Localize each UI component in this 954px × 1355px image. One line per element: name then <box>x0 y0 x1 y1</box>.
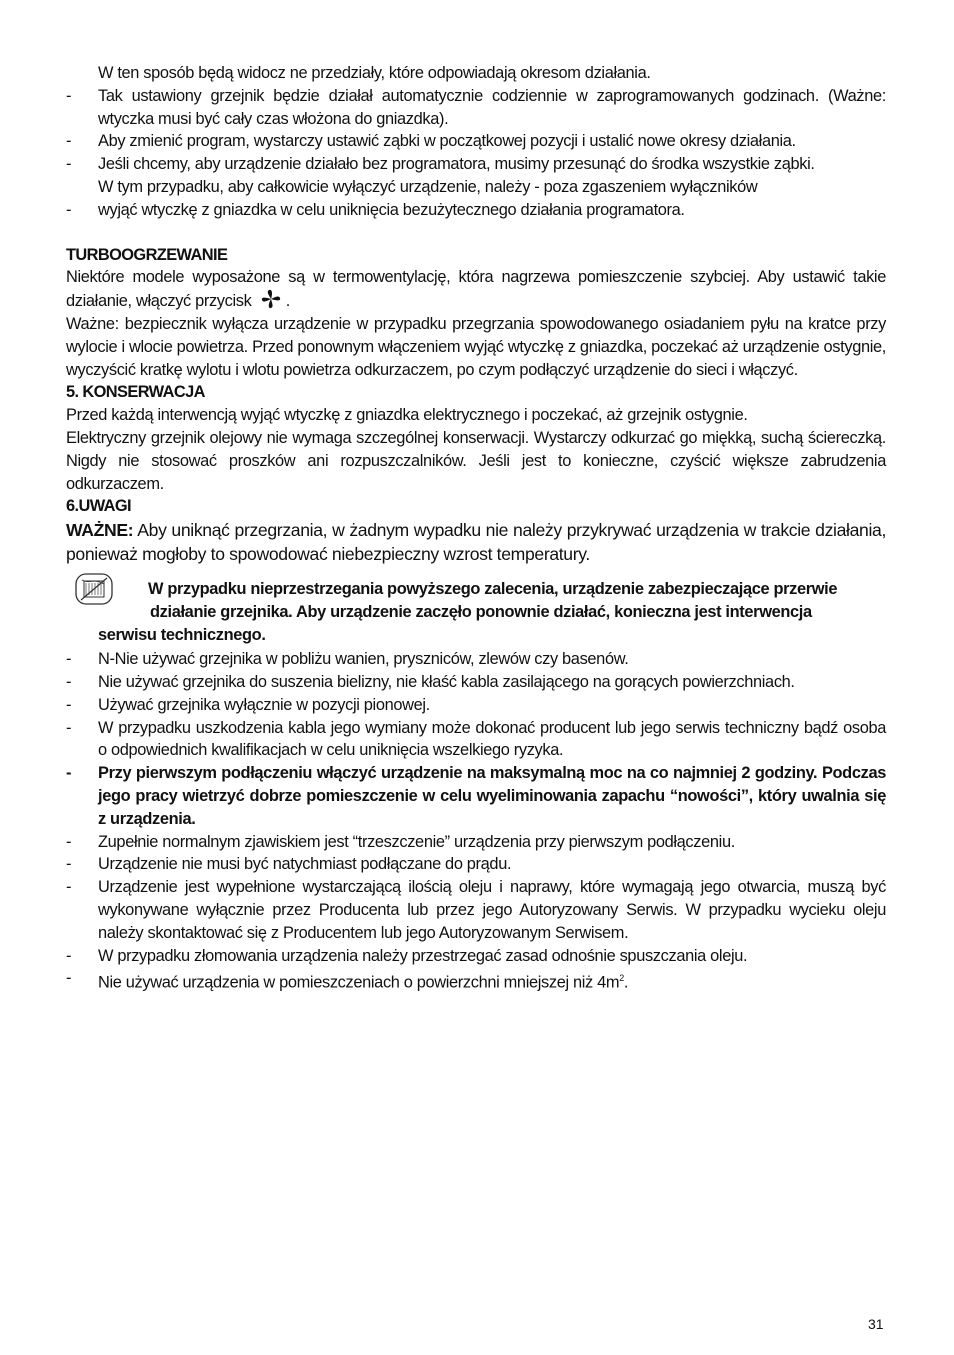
warning-block <box>66 578 886 648</box>
list-dash: - <box>66 650 72 669</box>
list-item <box>66 876 886 944</box>
document-page <box>66 62 886 995</box>
list-item-text: Nie używać grzejnika do suszenia bielizny, nie kłaść kabla zasilającego na gorących powierzchniach. <box>98 672 795 691</box>
list-dash: - <box>66 718 72 737</box>
turbo-p1-end: . <box>285 292 290 311</box>
warning-text-line-3: serwisu technicznego. <box>98 625 266 644</box>
list-item <box>66 831 886 854</box>
intro-continuation: W ten sposób będą widocz ne przedziały, które odpowiadają okresom działania. <box>98 64 651 82</box>
list-item-text: Zupełnie normalnym zjawiskiem jest “trzeszczenie” urządzenia przy pierwszym podłączeniu. <box>98 832 735 851</box>
list-item <box>66 853 886 876</box>
list-dash: - <box>66 155 72 174</box>
list-item-text: Aby zmienić program, wystarczy ustawić ząbki w początkowej pozycji i ustalić nowe okresy działania. <box>98 132 796 151</box>
turbo-p1-text: Niektóre modele wyposażone są w termowentylację, która nagrzewa pomieszczenie szybciej. Aby ustawić takie działanie, włączyć przycisk <box>66 268 886 311</box>
list-dash: - <box>66 672 72 691</box>
list-item-text: Urządzenie nie musi być natychmiast podłączane do prądu. <box>98 855 512 874</box>
list-item-text: Przy pierwszym podłączeniu włączyć urządzenie na maksymalną moc na co najmniej 2 godziny. Podczas jego pracy wietrzyć dobrze pomieszczenie w celu wyeliminowania zapachu “nowości”, który uwalnia się z urządzenia. <box>98 764 886 828</box>
list-item-text: W przypadku uszkodzenia kabla jego wymiany może dokonać producent lub jego serwis techniczny bądź osoba o odpowiednich kwalifikacjach w celu uniknięcia wszelkiego ryzyka. <box>98 718 886 760</box>
list-item <box>66 130 886 153</box>
konserwacja-paragraph-2: Elektryczny grzejnik olejowy nie wymaga szczególnej konserwacji. Wystarczy odkurzać go miękką, suchą ściereczką. Nigdy nie stosować proszków ani rozpuszczalników. Jeśli jest to konieczne, czyścić większe zabrudzenia odkurzaczem. <box>66 428 886 493</box>
fan-icon <box>260 289 282 309</box>
list-dash: - <box>66 132 72 151</box>
warning-text-line-2: działanie grzejnika. Aby urządzenie zaczęło ponownie działać, konieczna jest interwencja <box>150 602 812 621</box>
list-item <box>66 694 886 717</box>
wazne-label: WAŻNE: <box>66 520 134 541</box>
list-item-text: W przypadku złomowania urządzenia należy przestrzegać zasad odnośnie spuszczania oleju. <box>98 946 748 965</box>
list-item-text: Nie używać urządzenia w pomieszczeniach o powierzchni mniejszej niż 4m <box>98 973 620 992</box>
list-dash: - <box>66 200 72 219</box>
list-dash: - <box>66 969 72 988</box>
konserwacja-paragraph-1: Przed każdą interwencją wyjąć wtyczkę z gniazdka elektrycznego i poczekać, aż grzejnik ostygnie. <box>66 406 748 425</box>
list-item-text: Urządzenie jest wypełnione wystarczającą ilością oleju i naprawy, które wymagają jego otwarcia, muszą być wykonywane wyłącznie przez Producenta lub przez jego Autoryzowany Serwis. W przypadku wycieku oleju należy skontaktować się z Producentem lub jego Autoryzowanym Serwisem. <box>98 878 886 942</box>
list-dash: - <box>66 832 72 851</box>
list-dash: - <box>66 855 72 874</box>
turbo-paragraph-1 <box>66 266 886 313</box>
list-item-end: . <box>623 973 629 992</box>
turbo-paragraph-2: Ważne: bezpiecznik wyłącza urządzenie w przypadku przegrzania spowodowanego osiadaniem pyłu na kratce przy wylocie i wlocie powietrza. Przed ponownym włączeniem wyjąć wtyczkę z gniazdka, poczekać aż urządzenie ostygnie, wyczyścić kratkę wylotu i wlotu powietrza odkurzaczem, po czym podłączyć urządzenie do sieci i włączyć. <box>66 314 886 379</box>
wazne-paragraph <box>66 518 886 566</box>
page-number: 31 <box>868 1316 884 1332</box>
list-item-text: Tak ustawiony grzejnik będzie działał automatycznie codziennie w zaprogramowanych godzinach. (Ważne: wtyczka musi być cały czas włożona do gniazdka). <box>98 86 886 128</box>
wazne-text: Aby uniknąć przegrzania, w żadnym wypadku nie należy przykrywać urządzenia w trakcie działania, ponieważ mogłoby to spowodować niebezpieczny wzrost temperatury. <box>66 520 886 565</box>
list-dash: - <box>66 946 72 965</box>
section-heading-konserwacja: 5. KONSERWACJA <box>66 383 205 402</box>
list-item <box>66 199 886 222</box>
list-item-text: wyjąć wtyczkę z gniazdka w celu uniknięcia bezużytecznego działania programatora. <box>98 200 685 219</box>
list-item-text: Jeśli chcemy, aby urządzenie działało bez programatora, musimy przesunąć do środka wszystkie ząbki. <box>98 155 815 174</box>
list-item <box>66 153 886 176</box>
section-heading-uwagi: 6.UWAGI <box>66 497 132 516</box>
list-dash: - <box>66 695 72 714</box>
do-not-cover-icon <box>74 572 114 606</box>
list-item-bold <box>66 762 886 830</box>
list-dash: - <box>66 878 72 897</box>
list-item <box>66 648 886 671</box>
list-item <box>66 85 886 131</box>
list-item <box>66 945 886 968</box>
superscript: 2 <box>619 973 624 984</box>
list-item-text: N-Nie używać grzejnika w pobliżu wanien, pryszniców, zlewów czy basenów. <box>98 650 629 669</box>
list-dash: - <box>66 764 72 783</box>
warning-text-line-1: W przypadku nieprzestrzegania powyższego zalecenia, urządzenie zabezpieczające przerwie <box>148 580 838 599</box>
list-item <box>66 967 886 994</box>
list-item <box>66 671 886 694</box>
section-heading-turbo: TURBOOGRZEWANIE <box>66 245 228 264</box>
list-dash: - <box>66 86 72 105</box>
list-item-text: Używać grzejnika wyłącznie w pozycji pionowej. <box>98 695 430 714</box>
intro-subline: W tym przypadku, aby całkowicie wyłączyć urządzenie, należy - poza zgaszeniem wyłączników <box>98 177 758 196</box>
list-item <box>66 717 886 763</box>
